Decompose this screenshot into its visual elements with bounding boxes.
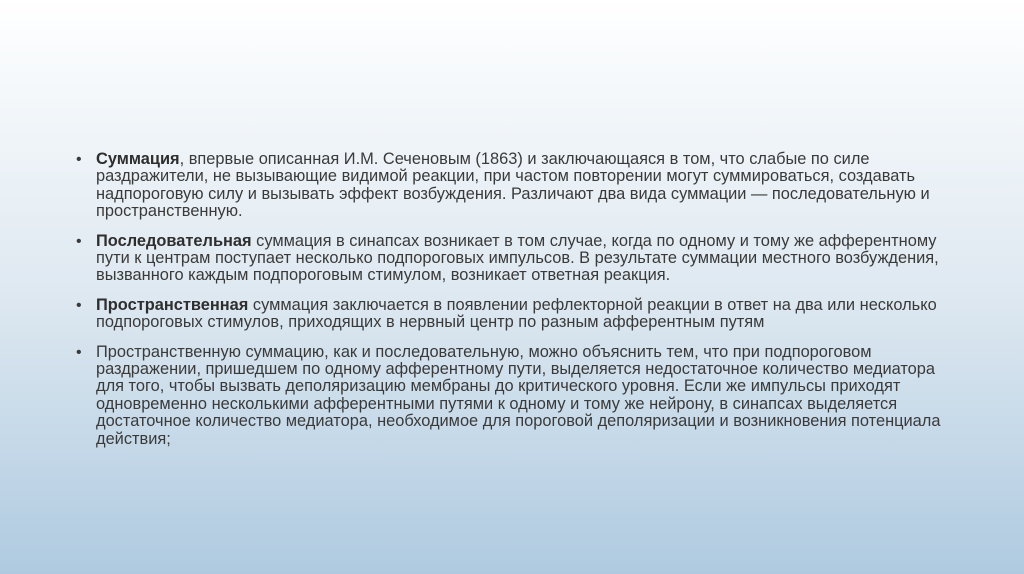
bullet-dot-icon: • <box>76 232 82 250</box>
bullet-text: , впервые описанная И.М. Сеченовым (1863) и заключающаяся в том, что слабые по силе раздражители, не вызывающие видимой реакции, при частом повторении могут суммироваться, создавать надпороговую силу и вызывать эффект возбуждения. Различают два вида суммации — последовательную и пространственную. <box>96 150 930 221</box>
bullet-text: суммация заключается в появлении рефлекторной реакции в ответ на два или несколько подпороговых стимулов, приходящих в нервный центр по разным афферентным путям <box>96 295 937 332</box>
bullet-item-summation <box>76 151 956 221</box>
bullet-term: Пространственная <box>96 295 249 314</box>
bullet-dot-icon: • <box>76 151 82 168</box>
bullet-dot-icon: • <box>76 296 82 314</box>
bullet-item-spatial <box>76 297 956 332</box>
slide-content <box>76 151 956 460</box>
bullet-term: Последовательная <box>96 231 252 250</box>
bullet-list <box>76 151 956 448</box>
bullet-item-explanation <box>76 344 956 448</box>
bullet-item-sequential <box>76 233 956 285</box>
bullet-text: суммация в синапсах возникает в том случае, когда по одному и тому же афферентному пути к центрам поступает несколько подпороговых импульсов. В результате суммации местного возбуждения, вызванного каждым подпороговым стимулом, возникает ответная реакция. <box>96 231 939 285</box>
bullet-text: Пространственную суммацию, как и последовательную, можно объяснить тем, что при подпороговом раздражении, пришедшем по одному афферентному пути, выделяется недостаточное количество медиатора для того, чтобы вызвать деполяризацию мембраны до критического уровня. Если же импульсы приходят одновременно несколькими афферентными путями к одному и тому же нейрону, в синапсах выделяется достаточное количество медиатора, необходимое для пороговой деполяризации и возникновения потенциала действия; <box>96 342 941 448</box>
bullet-dot-icon: • <box>76 343 82 361</box>
bullet-term: Суммация <box>96 150 180 168</box>
